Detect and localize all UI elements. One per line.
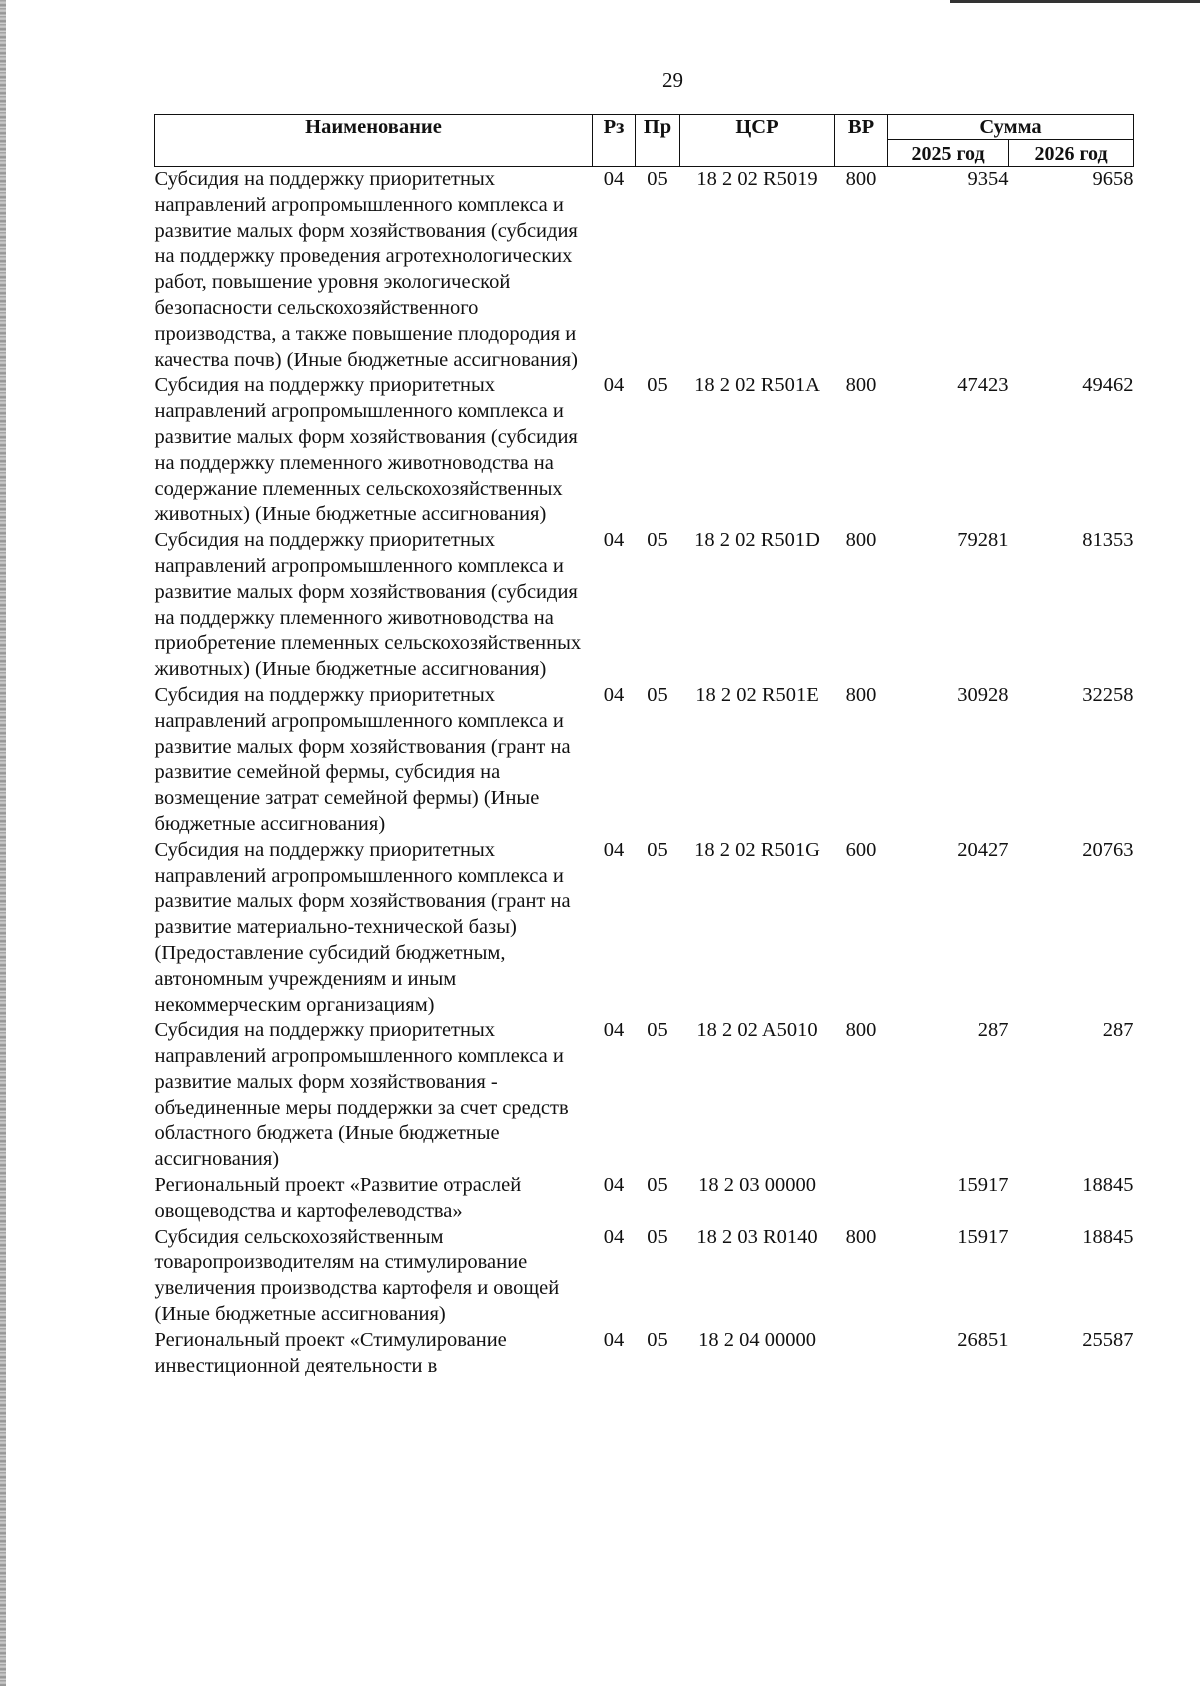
cell-vr: 600 [845, 838, 877, 861]
cell-csr: 18 2 02 R5019 [696, 168, 818, 190]
cell-y2025: 79281 [957, 529, 1009, 552]
header-csr: ЦСР [680, 115, 835, 167]
cell-y2026: 49462 [1082, 374, 1134, 397]
table-row [155, 373, 1134, 528]
cell-vr: 800 [845, 1019, 877, 1042]
table-row [155, 167, 1134, 374]
top-rule [950, 0, 1200, 3]
cell-y2026: 287 [1102, 1019, 1134, 1042]
cell-rz: 04 [603, 374, 625, 397]
cell-pr: 05 [647, 1174, 668, 1197]
cell-y2026: 18845 [1082, 1225, 1134, 1248]
page-number: 29 [662, 68, 683, 92]
header-sum: Сумма [888, 115, 1134, 140]
table-row [155, 683, 1134, 838]
cell-rz: 04 [603, 168, 625, 190]
cell-rz: 04 [603, 529, 625, 552]
cell-name: Субсидия на поддержку приоритетных направлений агропромышленного комплекса и развитие малых форм хозяйствования (субсидия на поддержку племенного животноводства на содержание племенных сельскохозяйственных животных) (Иные бюджетные ассигнования) [154, 374, 578, 526]
cell-name: Субсидия на поддержку приоритетных направлений агропромышленного комплекса и развитие малых форм хозяйствования (грант на развитие материально-технической базы) (Предоставление субсидий бюджетным, автономным учреждениям и иным некоммерческим организациям) [154, 838, 571, 1016]
cell-csr: 18 2 02 R501A [694, 374, 820, 397]
cell-csr: 18 2 04 00000 [698, 1328, 816, 1351]
table-body [155, 167, 1134, 1380]
cell-vr: 800 [845, 683, 877, 706]
cell-y2026: 20763 [1082, 838, 1134, 861]
cell-y2026: 32258 [1082, 683, 1134, 706]
cell-csr: 18 2 03 00000 [698, 1174, 816, 1197]
cell-pr: 05 [647, 374, 668, 397]
cell-y2026: 9658 [1092, 168, 1134, 190]
cell-pr: 05 [647, 168, 668, 190]
cell-name: Региональный проект «Стимулирование инвестиционной деятельности в [154, 1328, 507, 1377]
cell-csr: 18 2 03 R0140 [696, 1225, 818, 1248]
cell-y2025: 47423 [957, 374, 1009, 397]
cell-rz: 04 [603, 1174, 625, 1197]
cell-csr: 18 2 02 A5010 [696, 1019, 818, 1042]
cell-pr: 05 [647, 683, 668, 706]
header-pr: Пр [636, 115, 680, 167]
cell-vr [835, 1173, 888, 1225]
budget-table [154, 114, 1134, 1379]
cell-csr: 18 2 02 R501E [695, 683, 819, 706]
table-row [155, 1328, 1134, 1380]
cell-y2025: 20427 [957, 838, 1009, 861]
header-year-2025: 2025 год [888, 140, 1009, 167]
cell-pr: 05 [647, 838, 668, 861]
cell-pr: 05 [647, 1019, 668, 1042]
cell-y2026: 18845 [1082, 1174, 1134, 1197]
cell-name: Субсидия на поддержку приоритетных направлений агропромышленного комплекса и развитие малых форм хозяйствования (грант на развитие семейной фермы, субсидия на возмещение затрат семейной фермы) (Иные бюджетные ассигнования) [154, 683, 571, 835]
cell-y2025: 9354 [967, 168, 1009, 190]
cell-name: Субсидия на поддержку приоритетных направлений агропромышленного комплекса и развитие малых форм хозяйствования (субсидия на поддержку племенного животноводства на приобретение племенных сельскохозяйственных животных) (Иные бюджетные ассигнования) [154, 529, 582, 681]
cell-vr: 800 [845, 374, 877, 397]
header-vr: ВР [835, 115, 888, 167]
header-year-2026: 2026 год [1009, 140, 1134, 167]
table-row [155, 1225, 1134, 1328]
cell-pr: 05 [647, 529, 668, 552]
cell-pr: 05 [647, 1225, 668, 1248]
cell-rz: 04 [603, 1019, 625, 1042]
cell-rz: 04 [603, 1328, 625, 1351]
cell-y2025: 15917 [957, 1174, 1009, 1197]
cell-y2025: 30928 [957, 683, 1009, 706]
cell-name: Субсидия на поддержку приоритетных направлений агропромышленного комплекса и развитие малых форм хозяйствования - объединенные меры поддержки за счет средств областного бюджета (Иные бюджетные ассигнования) [154, 1019, 569, 1171]
cell-y2026: 81353 [1082, 529, 1134, 552]
cell-vr [835, 1328, 888, 1380]
cell-name: Региональный проект «Развитие отраслей овощеводства и картофелеводства» [154, 1174, 522, 1222]
cell-rz: 04 [603, 1225, 625, 1248]
scan-edge [0, 0, 6, 1686]
table-row [155, 1018, 1134, 1173]
cell-vr: 800 [845, 168, 877, 190]
cell-y2025: 26851 [957, 1328, 1009, 1351]
cell-csr: 18 2 02 R501D [694, 529, 820, 552]
cell-name: Субсидия на поддержку приоритетных направлений агропромышленного комплекса и развитие малых форм хозяйствования (субсидия на поддержку проведения агротехнологических работ, повышение уровня экологической безопасности сельскохозяйственного производства, а также повышение плодородия и качества почв) (Иные бюджетные ассигнования) [154, 168, 578, 371]
cell-vr: 800 [845, 529, 877, 552]
cell-y2026: 25587 [1082, 1328, 1134, 1351]
cell-name: Субсидия сельскохозяйственным товаропроизводителям на стимулирование увеличения производства картофеля и овощей (Иные бюджетные ассигнования) [154, 1225, 560, 1326]
table-row [155, 528, 1134, 683]
cell-rz: 04 [603, 838, 625, 861]
header-name: Наименование [155, 115, 593, 167]
header-rz: Рз [593, 115, 636, 167]
cell-rz: 04 [603, 683, 625, 706]
cell-csr: 18 2 02 R501G [694, 838, 820, 861]
table-row [155, 1173, 1134, 1225]
cell-y2025: 15917 [957, 1225, 1009, 1248]
table-row [155, 838, 1134, 1019]
cell-pr: 05 [647, 1328, 668, 1351]
cell-y2025: 287 [977, 1019, 1009, 1042]
cell-vr: 800 [845, 1225, 877, 1248]
